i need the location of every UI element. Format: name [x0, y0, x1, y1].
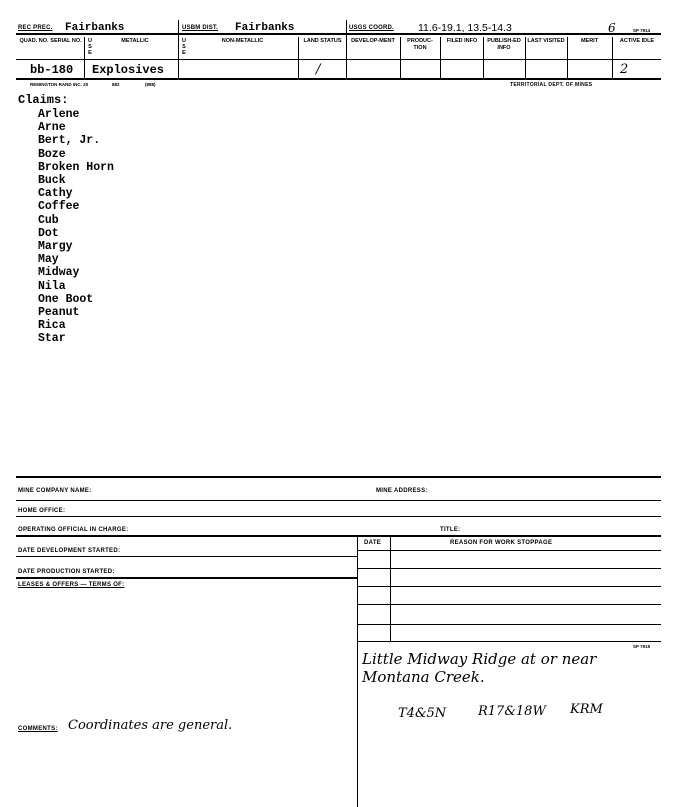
col-quad-no: QUAD. NO. [19, 38, 49, 44]
location-line-1: Little Midway Ridge at or near [362, 650, 597, 668]
col-published-info: PUBLISH-ED INFO [487, 38, 521, 51]
claim-item: Dot [38, 226, 59, 240]
claims-heading: Claims: [18, 93, 69, 107]
claim-item: Arne [38, 121, 66, 135]
claim-item: Coffee [38, 200, 80, 214]
usgs-coord-value: 11.6-19.1, 13.5-14.3 [418, 22, 512, 34]
claim-item: Cathy [38, 187, 73, 201]
township: T4&5N [398, 706, 447, 721]
claim-item: Arlene [38, 108, 80, 121]
col-filed-info: FILED INFO [446, 38, 478, 44]
operating-official-label: OPERATING OFFICIAL IN CHARGE: [18, 527, 129, 533]
printer-code2: (888) [145, 82, 156, 87]
meridian: KRM [570, 702, 603, 717]
title-label: TITLE: [440, 527, 461, 533]
claim-item: Cub [38, 213, 59, 227]
land-status-mark: / [316, 62, 321, 77]
card-mark: 6 [608, 21, 616, 35]
col-non-metallic: NON-METALLIC [221, 38, 264, 44]
claim-item: May [38, 253, 59, 267]
col-serial-no: SERIAL NO. [50, 38, 82, 44]
col-development: DEVELOP-MENT [351, 38, 395, 44]
claim-item: Rica [38, 319, 66, 333]
printer-code1: 882 [112, 82, 120, 87]
claim-item: Buck [38, 174, 66, 188]
home-office-label: HOME OFFICE: [18, 508, 66, 514]
quad-serial-value: bb-180 [30, 63, 74, 77]
form-number-top: SP 7914 [633, 28, 651, 33]
col-land-status: LAND STATUS [303, 38, 342, 44]
claim-item: Bert, Jr. [38, 134, 101, 148]
range: R17&18W [478, 704, 546, 719]
active-idle-mark: 2 [620, 62, 629, 77]
location-line-2: Montana Creek. [362, 668, 485, 686]
claim-item: Boze [38, 147, 66, 161]
claims-list [38, 108, 114, 346]
leases-label: LEASES & OFFERS — TERMS OF: [18, 582, 125, 588]
metallic-value: Explosives [92, 63, 165, 77]
rec-prec-value: Fairbanks [65, 22, 125, 34]
claim-item: Margy [38, 240, 73, 254]
col-non-metallic-letters: U S E [182, 38, 186, 56]
col-production: PRODUC-TION [407, 38, 433, 51]
date-production-label: DATE PRODUCTION STARTED: [18, 569, 115, 575]
mine-company-name-label: MINE COMPANY NAME: [18, 488, 92, 494]
usbm-dist-label: USBM DIST. [182, 25, 219, 31]
reason-column-label: REASON FOR WORK STOPPAGE [450, 540, 553, 546]
usbm-dist-value: Fairbanks [235, 22, 295, 34]
col-active-idle: ACTIVE IDLE [619, 38, 655, 44]
form-number-bottom: SP 7915 [633, 644, 651, 649]
printer-right: TERRITORIAL DEPT. OF MINES [510, 82, 593, 88]
claim-item: Broken Horn [38, 160, 114, 174]
mine-address-label: MINE ADDRESS: [376, 488, 428, 494]
rec-prec-label: REC PREC. [18, 25, 53, 31]
col-merit: MERIT [580, 38, 599, 44]
date-development-label: DATE DEVELOPMENT STARTED: [18, 548, 121, 554]
claim-item: Peanut [38, 306, 80, 320]
claim-item: One Boot [38, 292, 94, 306]
claim-item: Star [38, 332, 66, 346]
usgs-coord-label: USGS COORD. [349, 25, 394, 31]
col-last-visited: LAST VISITED [527, 38, 565, 44]
date-column-label: DATE [364, 540, 382, 546]
col-metallic: METALLIC [121, 38, 149, 44]
printer-left: REMINGTON RAND INC. 20 [30, 82, 89, 87]
comments-label: COMMENTS: [18, 726, 58, 732]
col-metallic-letters: U S E [88, 38, 92, 56]
claim-item: Nila [38, 279, 66, 293]
comments-value: Coordinates are general. [68, 718, 233, 733]
claim-item: Midway [38, 266, 80, 280]
